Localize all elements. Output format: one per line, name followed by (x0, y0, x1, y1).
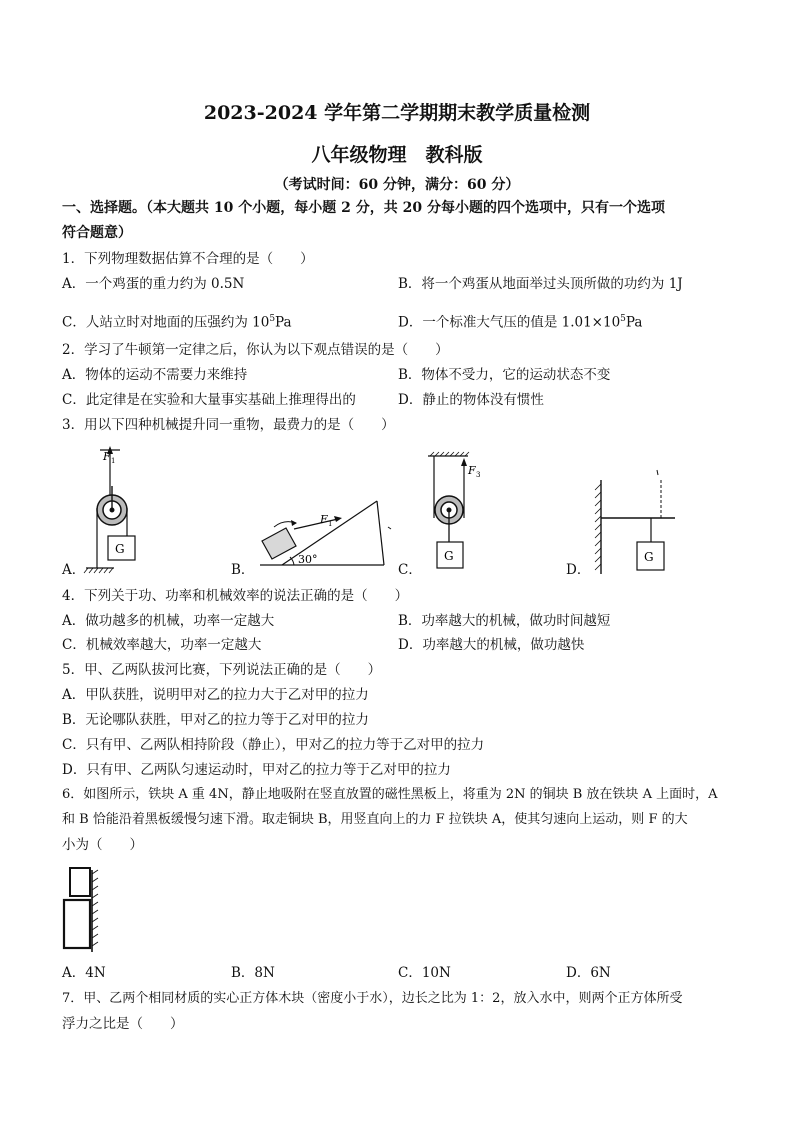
question-3-option-a: A． (62, 562, 86, 578)
question-6-stem-line1: 6．如图所示，铁块 A 重 4N，静止地吸附在竖直放置的磁性黑板上，将重为 2N 的铜块 B 放在铁块 A 上面时，A (62, 787, 718, 802)
question-2-option-c: C．此定律是在实验和大量事实基础上推理得出的 (62, 392, 356, 408)
load-label-a: G (115, 542, 125, 556)
question-6-option-a: A．4N (62, 965, 106, 981)
question-1-option-a: A．一个鸡蛋的重力约为 0.5N (62, 276, 245, 292)
question-1-option-c: C．人站立时对地面的压强约为 $10^5Pa$ (62, 314, 292, 331)
question-2-option-d: D．静止的物体没有惯性 (398, 392, 544, 408)
question-4-stem: 4．下列关于功、功率和机械效率的说法正确的是（ ） (62, 588, 409, 604)
question-6-option-c: C．10N (398, 965, 451, 981)
question-6-option-d: D．6N (566, 965, 611, 981)
question-4-option-c: C．机械效率越大，功率一定越大 (62, 637, 262, 653)
section-heading-cont: 符合题意） (62, 225, 132, 241)
question-3-option-d: D． (566, 562, 591, 578)
section-heading: 一、选择题。（本大题共 10 个小题，每小题 2 分，共 20 分每小题的四个选项中，只有一个选项 (62, 200, 665, 216)
figure-fixed-pulley (82, 446, 152, 578)
exam-info: （考试时间：60 分钟，满分：60 分） (274, 177, 520, 193)
question-1-option-d: D．一个标准大气压的值是 $1.01\times 10^5Pa$ (398, 314, 643, 331)
page-subtitle: 八年级物理 教科版 (311, 144, 483, 166)
question-5-option-a: A．甲队获胜，说明甲对乙的拉力大于乙对甲的拉力 (62, 687, 369, 703)
svg-text:1: 1 (328, 520, 333, 528)
question-2-stem: 2．学习了牛顿第一定律之后，你认为以下观点错误的是（ ） (62, 342, 449, 358)
question-7-stem-line2: 浮力之比是（ ） (62, 1016, 184, 1032)
question-5-stem: 5．甲、乙两队拔河比赛，下列说法正确的是（ ） (62, 662, 382, 678)
question-3-option-b: B． (231, 562, 255, 578)
question-4-option-b: B．功率越大的机械，做功时间越短 (398, 613, 611, 629)
figure-movable-pulley (424, 452, 494, 574)
figure-inclined-plane (252, 497, 392, 569)
angle-label: 30° (298, 553, 318, 566)
question-6-stem-line2: 和 B 恰能沿着黑板缓慢匀速下滑。取走铜块 B，用竖直向上的力 F 拉铁块 A，使其匀速向上运动，则 F 的大 (62, 812, 688, 827)
question-1-option-b: B．将一个鸡蛋从地面举过头顶所做的功约为 1J (398, 276, 683, 292)
question-1-stem: 1．下列物理数据估算不合理的是（ ） (62, 251, 314, 267)
question-5-option-c: C．只有甲、乙两队相持阶段（静止），甲对乙的拉力等于乙对甲的拉力 (62, 737, 485, 753)
svg-text:3: 3 (476, 471, 481, 479)
force-label-c: F (468, 464, 476, 477)
force-label-a: F (103, 450, 111, 463)
question-6-option-b: B．8N (231, 965, 275, 981)
question-3-option-c: C． (398, 562, 422, 578)
force-label-b: F (320, 513, 328, 526)
figure-lever (591, 466, 681, 576)
question-4-option-d: D．功率越大的机械，做功越快 (398, 637, 585, 653)
question-6-stem-line3: 小为（ ） (62, 837, 143, 853)
load-label-c: G (444, 549, 454, 563)
question-4-option-a: A．做功越多的机械，功率一定越大 (62, 613, 275, 629)
question-2-option-a: A．物体的运动不需要力来维持 (62, 367, 248, 383)
question-2-option-b: B．物体不受力，它的运动状态不变 (398, 367, 611, 383)
question-7-stem-line1: 7．甲、乙两个相同材质的实心正方体木块（密度小于水），边长之比为 1：2，放入水中，则两个正方体所受 (62, 991, 683, 1006)
page-title: 2023-2024 学年第二学期期末教学质量检测 (203, 102, 591, 124)
load-label-d: G (644, 550, 654, 564)
question-5-option-b: B．无论哪队获胜，甲对乙的拉力等于乙对甲的拉力 (62, 712, 369, 728)
question-5-option-d: D．只有甲、乙两队匀速运动时，甲对乙的拉力等于乙对甲的拉力 (62, 762, 451, 778)
figure-magnetic-board (62, 866, 106, 954)
question-3-stem: 3．用以下四种机械提升同一重物，最费力的是（ ） (62, 417, 395, 433)
svg-text:1: 1 (111, 457, 116, 465)
